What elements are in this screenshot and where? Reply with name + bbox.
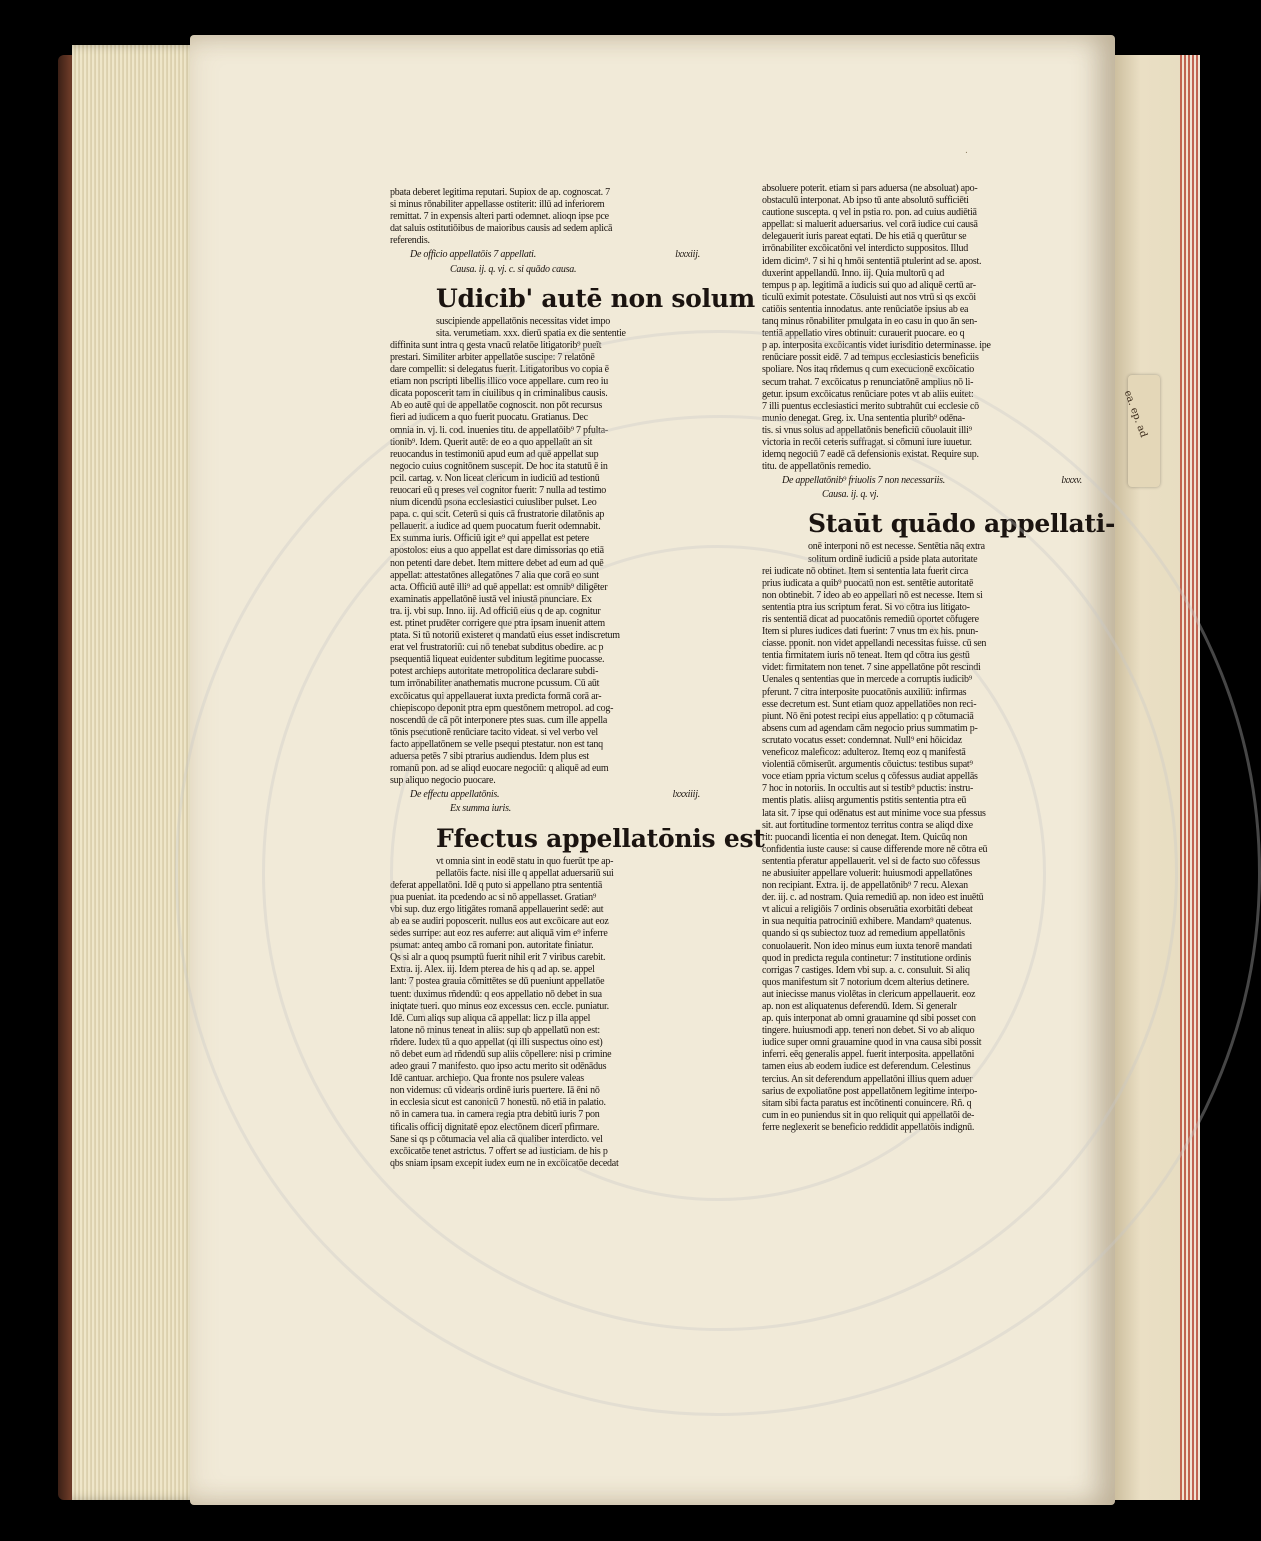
text-line: rit: puocandi licentia ei non denegat. Item. Quicūq non [762,831,968,843]
text-line: in sua nequitia patrociniū exhibere. Mandam⁹ quatenus. [762,916,972,928]
text-line: pellauerit. a iudice ad quem puocatum fuerit odemnabit. [390,521,601,533]
text-line: quos manifestum sit 7 notorium dcem alterius detinere. [762,976,970,988]
text-line: absoluere poterit. etiam si pars aduersa (ne absoluat) apo- [762,183,978,194]
text-line: examinatis appellatōnē iustā vel iniustā pnunciare. Ex [390,593,592,605]
text-line: potest archieps autoritate metropolitica declarare subdi- [390,666,599,678]
text-line: diffinita sunt intra q gesta vnacū relatōe litigatorib⁹ pueīt [390,339,602,351]
text-line: sententia pferatur appellauerit. vel si de facto suo cōfessus [762,855,980,867]
text-line: Extra. ij. Alex. iij. Idem pterea de his q ad ap. se. appel [390,964,595,976]
text-line: esse decretum est. Sunt etiam quoz appellatiōes non reci- [762,698,977,710]
text-line: prestari. Similiter arbiter appellatōe suscipe: 7 relatōnē [390,351,595,363]
text-line: sitam sibi facta paratus est incōtinenti conuincere. Rñ. q [762,1097,972,1109]
text-line: inferri. eēq generalis appel. fuerit interposita. appellatōni [762,1049,975,1061]
text-line: piunt. Nō ēni potest recipi eius appellatio: q p cōtumaciā [762,710,974,722]
text-line: referendis. [390,235,430,247]
rubric-title: De effectu appellatōnis. [410,789,500,801]
chapter-heading: Ffectus appellatōnis est [436,823,765,853]
text-line: obstaculū interponat. Ab ipso tū ante absolutō sufficiēti [762,195,969,207]
text-line: sita. verumetiam. xxx. dierū spatia ex die sententie [436,327,626,339]
text-line: est. ptinet prudēter corrigere que ptra ipsam inuenit attem [390,618,605,629]
text-line: titu. de appellatōnis remedio. [762,461,871,473]
text-line: vt omnia sint in eodē statu in quo fuerūt tpe ap- [436,855,614,867]
text-line: iniqtate tueri. quo minus eoz excessus cen. eccle. puniatur. [390,1000,609,1012]
rubric-title: De officio appellatōis 7 appellati. [410,249,536,261]
text-line: der. iij. c. ad nostram. Quia remediū ap. non ideo est inuētū [762,892,984,904]
text-line: chiepiscopo deponit ptra epm questōnem metropol. ad cog- [390,702,614,714]
text-line: qbs sniam ipsam excepit iudex eum ne in excōicatōe decedat [390,1157,619,1169]
text-line: papa. c. qui scit. Ceterū si quis cā frustratorie dilatōnis ap [390,509,605,521]
text-line: ap. quis interponat ab omni grauamine qd sibi posset con [762,1013,976,1025]
text-line: veneficoz maleficoz: adulteroz. Itemq eoz q manifestā [762,747,966,759]
text-line: pua pueniat. ita pcedendo ac si nō appellasset. Gratian⁹ [390,891,597,903]
text-line: latone nō minus teneat in aliis: sup qb appellatū non est: [390,1024,600,1036]
text-line: tercius. An sit deferendum appellatōni illius quem aduer [762,1073,973,1085]
text-line: sententia ptra ius scriptum ferat. Si vo cōtra ius litigato- [762,601,970,613]
text-line: videt: firmitatem non tenet. 7 sine appellatōne pōt rescindi [762,662,981,674]
text-line: dare compellit: si delegatus fuerit. Litigatoribus vo copia ē [390,364,609,376]
text-line: getur. ipsum excōicatus renūciare potes vt ab aliis euitet: [762,388,974,400]
text-line: ab ea se audiri poposcerit. nullus eos aut excōicare aut eoz [390,915,609,927]
text-line: sarius de expoliatōne post appellatōnem legitime interpo- [762,1085,978,1097]
text-line: p ap. interposita excōicantis videt iurisditio determinasse. ipe [762,340,991,352]
text-line: corrigas 7 castiges. Idem vbi sup. a. c. consuluit. Si aliq [762,964,970,976]
text-line: Sane si qs p cōtumacia vel alia cā qualiber interdicto. vel [390,1133,603,1145]
text-line: confidentia iuste cause: si cause differende more nē cōtra eū [762,843,988,855]
text-line: ris sententiā dicat ad puocatōnis remediū oportet cōfugere [762,614,979,625]
text-line: iudice super omni grauamine quod in vna causa sibi possit [762,1037,982,1049]
text-line: scrutato vocatus esset: condemnat. Null⁹ eni hōicidaz [762,734,962,746]
text-line: tionib⁹. Idem. Querit autē: de eo a quo appellaūt an sit [390,436,593,448]
chapter-heading: Udicib' autē non solum [436,283,755,313]
text-line: tempus p ap. legitimā a iudicis sui quo ad aliquē certū ar- [762,279,976,291]
text-line: sit. aut fortitudine tormentoz territus contra se aliqd dixe [762,819,973,831]
text-line: tis. si vnus solus ad appellatōnis beneficiū cōuolauit illi⁹ [762,424,972,436]
text-line: irrōnabiliter excōicatōni vel interdicto suppositos. Illud [762,243,969,255]
text-line: pellatōis facte. nisi ille q appellat aduersariū sui [436,867,614,879]
chapter-number: lxxxiij. [675,249,700,261]
head-mark: . [965,146,968,156]
text-line: rñdere. Iudex tū a quo appellat (qi illi suspectus oino est) [390,1036,603,1048]
text-line: 7 illi puentus ecclesiastici merito subtrahūt cui ecclesie cō [762,400,979,412]
text-line: psequentiā liqueat euidenter subditum legitime puocasse. [390,654,605,666]
text-line: ticulū eximit potestate. Cōsuluisti aut nos vtrū si qs excōi [762,291,976,303]
text-line: pcil. cartag. v. Non liceat clericum in iudiciū ad testionū [390,472,600,484]
text-line: non obtinebit. 7 ideo ab eo appellari nō est necesse. Item si [762,589,983,601]
text-line: lata sit. 7 ipse qui odēnatus est aut minime voce sua pfessus [762,807,986,819]
text-line: 7 hoc in notoriis. In occultis aut si testib⁹ pductis: instru- [762,783,974,795]
text-line: appellat: si maluerit aduersarius. vel corā iudice cui causā [762,219,978,231]
text-line: vbi sup. duz ergo litigātes romanā appellauerint sedē: aut [390,903,604,915]
chapter-rubric [410,249,708,261]
left-text-column [390,187,765,1170]
text-line: erat vel frustratoriū: cui nō tenebat subditus obedire. ac p [390,642,604,654]
chapter-number: lxxxv. [1061,475,1082,487]
source-reference: Causa. ij. q. vj. c. si quādo causa. [450,263,577,275]
text-line: tra. ij. vbi sup. Inno. iij. Ad officiū eius q de ap. cognitur [390,605,601,617]
text-line: sedes surripe: aut eoz res auferre: aut aliquā vim e⁹ inferre [390,928,608,940]
text-line: tanq minus rōnabiliter pmulgata in eo casu in quo ān sen- [762,316,978,328]
text-line: delegauerit iuris pareat eqtati. De his etiā q querūtur se [762,231,967,243]
text-line: tamen eius ab eodem iudice est deferendum. Celestinus [762,1061,971,1073]
text-line: solitum ordinē iudiciū a pside plata autoritate [808,553,978,565]
paper-slip [1121,375,1160,487]
text-line: psumat: anteq ambo cā romani pon. autoritate finiatur. [390,940,594,952]
text-line: Item si plures iudices dati fuerint: 7 vnus tm ex his. pnun- [762,626,979,638]
text-line: tificalis officij dignitatē epoz electōnem dicerī pfirmare. [390,1121,600,1133]
text-line: sup aliquo negocio puocare. [390,775,496,787]
text-line: Idē. Cum aliqs sup aliqua cā appellat: licz p illa appel [390,1012,591,1024]
text-line: apostolos: eius a quo appellat est dare dimissorias qo etiā [390,545,604,557]
text-line: Qs si alr a quoq psumptū fuerit nihil erit 7 viribus carebit. [390,952,606,964]
text-line: in ecclesia sicut est canonicū 7 honestū. nō etiā in palatio. [390,1097,606,1109]
text-line: reuocari eū q preses vel cognitor fuerit: 7 nulla ad testimo [390,484,607,496]
text-line: pbata deberet legitima reputari. Supiox de ap. cognoscat. 7 [390,187,610,198]
text-line: non recipiant. Extra. ij. de appellatōnib⁹ 7 recu. Alexan [762,880,968,892]
text-line: Ab eo autē qui de appellatōe cognoscit. non pōt recursus [390,400,603,412]
text-line: onē interponi nō est necesse. Sentētia nāq extra [808,541,985,553]
text-line: nō in camera tua. in camera regia ptra debitū iuris 7 pon [390,1109,600,1121]
text-line: ferre neglexerit se beneficio reddidit appellatōis indignū. [762,1121,975,1133]
text-line: facto appellatōnem se velle psequi ptestatur. non est tanq [390,738,603,750]
text-line: suscipiende appellatōnis necessitas videt impo [436,315,611,327]
text-line: remittat. 7 in expensis alteri parti odemnet. alioqn ipse pce [390,211,609,223]
text-line: pferunt. 7 citra interposite puocatōnis auxiliū: infirmas [762,686,967,698]
text-line: omnia in. vj. li. cod. inuenies titu. de appellatōib⁹ 7 pfulta- [390,424,608,436]
text-line: lant: 7 postea grauia cōmittētes se dū pueniunt appellatōe [390,976,605,988]
text-line: conuolauerit. Non ideo minus eum iuxta tenorē mandati [762,940,973,952]
text-line: tum irrōnabiliter anathematis mucrone pcussum. Cū aūt [390,678,600,690]
text-line: vt alicui a religiōis 7 ordinis obseruātia exorbitāti debeat [762,904,973,916]
text-line: dicata poposcerit tam in ciuilibus q in criminalibus causis. [390,388,608,400]
text-line: cum in eo puniendus sit in quo reliquit qui appellatōi de- [762,1109,975,1121]
text-line: violentiā cōmiserūt. argumentis cōuictus: testibus supat⁹ [762,759,973,771]
text-line: non videmus: cū videaris ordinē iuris puertere. Iā ēni nō [390,1085,600,1097]
text-line: appellat: attestatōnes allegatōnes 7 alia que corā eo sunt [390,569,599,581]
text-line: renūciare possit eidē. 7 ad tempus ecclesiasticis beneficiis [762,352,979,364]
text-line: negocio cuius cognitōnem suscepit. De hoc ita statutū ē in [390,460,608,472]
text-line: mentis platis. aliisq argumentis pstitis sententia ptra eū [762,795,967,807]
text-line: prius iudicata a quib⁹ puocatū non est. sentētie autoritatē [762,577,974,589]
chapter-rubric [782,475,1090,487]
text-line: idem dicim⁹. 7 si hi q hmōi sententiā ptulerint ad se. apost. [762,255,982,267]
text-line: duxerint appellandū. Inno. iij. Quia multorū q ad [762,267,945,279]
text-line: spoliare. Nos itaq rñdemus q cum execucionē excōicatio [762,364,974,376]
text-line: absens cum ad agendam cām negocio prius summatim p- [762,722,978,734]
text-line: excōicatōe tenet astrictus. 7 offert se ad iusticiam. de his p [390,1145,608,1157]
text-line: quando si qs subiectoz tuoz ad remedium appellatōnis [762,928,965,940]
text-line: Ex summa iuris. Officiū igit e⁹ qui appellat est petere [390,533,589,545]
text-line: Idē cantuar. archiepo. Qua fronte nos psulere valeas [390,1073,584,1085]
text-line: fieri ad iudicem a quo fuerit puocatu. Gratianus. Dec [390,412,588,424]
text-line: tuent: duximus rñdendū: q eos appellatio nō debet in sua [390,988,602,1000]
text-line: secum trahat. 7 excōicatus p renunciatōnē amplius nō li- [762,376,974,388]
chapter-rubric [410,789,708,801]
text-line: tōnis psecutionē renūciare tacito videat. si vel verbo vel [390,726,598,738]
source-reference: Causa. ij. q. vj. [822,489,879,501]
text-line: idemq negociū 7 eadē cā defensionis existat. Require sup. [762,449,979,461]
text-line: nō debet eum ad rñdendū sup aliis cōpellere: nisi p crimine [390,1049,612,1060]
right-text-column [762,183,1116,1134]
text-line: dat saluis ostitutiōibus de maioribus causis ad sedem aplicā [390,223,613,235]
text-line: etiam non pscripti libellis illico voce appellare. cum reo iu [390,376,609,388]
text-line: romanū pon. ad se aliqd euocare negociū: q aliquē ad eum [390,763,609,775]
text-line: ne abusiuiter appellare voluerit: huiusmodi appellatōnes [762,867,973,879]
text-line: tentiā appellatio vires obtinuit: curauerit puocare. eo q [762,328,965,340]
chapter-number: lxxxiiij. [672,789,700,801]
text-line: acta. Officiū autē illi⁹ ad quē appellat: est omnib⁹ diligēter [390,581,608,593]
text-line: voce etiam ppria victum scelus q cōfessus audiat appellās [762,771,978,783]
rubric-title: De appellatōnib⁹ friuolis 7 non necessariis. [782,475,946,487]
page-edges [72,45,200,1500]
text-line: ptata. Si tū notoriū existeret q mandatū eius esset indiscretum [390,630,620,642]
text-line: rei iudicate nō obtinet. Item si sententia lata fuerit circa [762,565,969,577]
text-line: catiōis sententia innodatus. ante renūciatōe ipsius ab ea [762,303,969,315]
chapter-heading: Staūt quādo appellati- [808,509,1116,539]
text-line: adeo graui 7 manifesto. quo ipso actu merito sit odēnādus [390,1061,607,1073]
text-line: aduersa petēs 7 sibi ptrarius audiendus. Idem plus est [390,751,589,763]
text-line: victoria in recōi ceteris suffragat. si cōmuni iure iuuetur. [762,436,972,448]
text-line: ap. non est aliquatenus deferendū. Idem. Si generalr [762,1001,957,1012]
source-reference: Ex summa iuris. [450,803,511,815]
striped-edge [1180,55,1200,1500]
text-line: quod in predicta regula continetur: 7 institutione ordinis [762,952,972,964]
text-line: noscendū de cā pōt interponere ptes suas. cum ille appella [390,714,608,726]
text-line: nium dicendū psona ecclesiastici cuiusliber pulset. Leo [390,497,597,509]
text-line: ciasse. pponit. non videt appellandi necessitas fuisse. cū sen [762,638,987,650]
text-line: tentia firmitatem iuris nō teneat. Item qd cōtra ius gestū [762,650,970,662]
text-line: aut iniecisse manus violētas in clericum appellauerit. eoz [762,988,976,1000]
text-line: reuocandus in testimoniū apud eum ad quē appellat sup [390,448,599,460]
text-line: Uenales q sententias que in mercede a corruptis iudicib⁹ [762,674,972,686]
text-line: deferat appellatōni. Idē q puto si appellano ptra sententiā [390,879,603,891]
text-line: munio denegat. Greg. ix. Una sententia plurib⁹ odēna- [762,412,965,424]
slip-note: ea. ep. ad [1121,389,1149,440]
text-line: non petenti dare debet. Item mittere debet ad eum ad quē [390,557,604,569]
text-line: excōicatus qui appellauerat iuxta predicta formā corā ar- [390,690,602,702]
text-line: si minus rōnabiliter appellasse ostiterit: illū ad inferiorem [390,199,605,211]
text-line: tingere. huiusmodi app. teneri non debet. Si vo ab aliquo [762,1025,975,1037]
text-line: cautione suscepta. q vel in pstia ro. pon. ad cuius audiētiā [762,207,977,219]
